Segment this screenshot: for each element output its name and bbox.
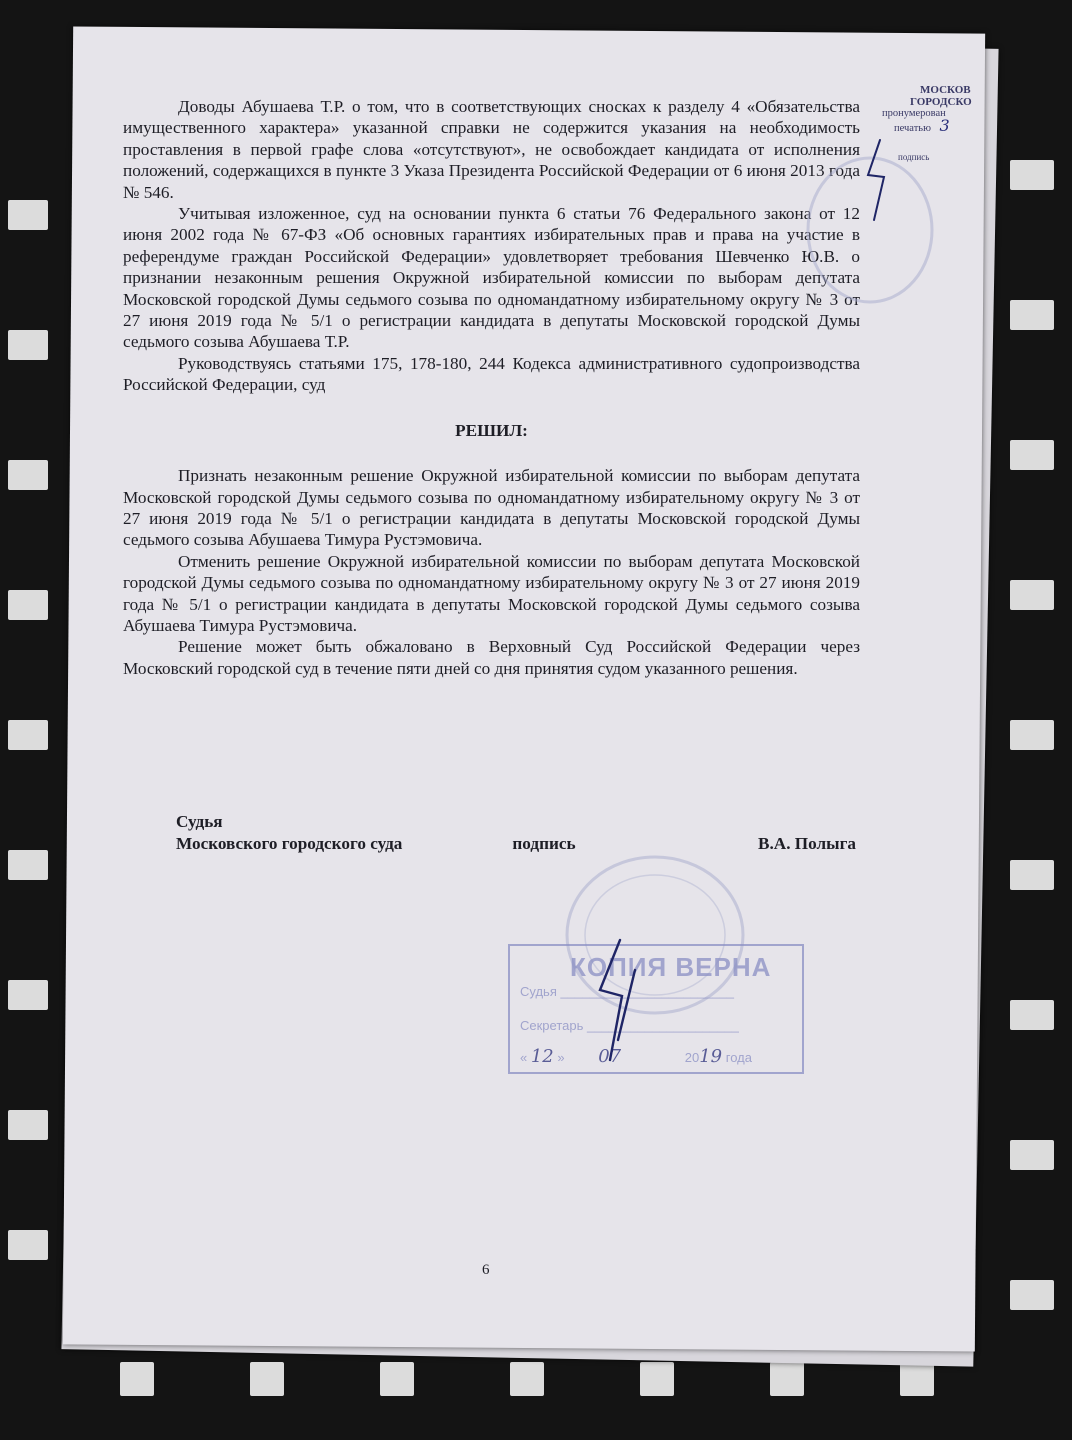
document-body — [123, 96, 860, 679]
decision-paragraph-3: Решение может быть обжаловано в Верховный Суд Российской Федерации через Московский городской суд в течение пяти дней со дня принятия судом указанного решения. — [123, 637, 860, 678]
copy-stamp-title: КОПИЯ ВЕРНА — [570, 952, 772, 982]
corner-stamp-line2: ГОРОДСКО — [910, 96, 972, 108]
signature-judge-name: В.А. Полыга — [758, 834, 856, 853]
copy-stamp-judge-label: Судья — [520, 984, 557, 999]
copy-stamp-year: 19 — [699, 1046, 723, 1067]
signature-title-line1: Судья — [176, 812, 223, 831]
copy-stamp-year-suffix: года — [725, 1050, 752, 1065]
page-number: 6 — [482, 1262, 490, 1278]
handwritten-signature-icon — [580, 930, 660, 1070]
copy-stamp-secretary-label: Секретарь — [520, 1018, 584, 1033]
signature-title-line2: Московского городского суда — [176, 834, 403, 853]
decision-paragraph-2: Отменить решение Окружной избирательной комиссии по выборам депутата Московской городской Думы седьмого созыва по одномандатному избирательному округу № 3 от 27 июня 2019 года № 5/1 о регистрации кандидата в депутаты Московской городской Думы седьмого созыва Абушаева Тимура Рустэмовича. — [123, 551, 860, 635]
corner-stamp-line4: печатью — [894, 123, 931, 134]
decision-heading: РЕШИЛ: — [455, 420, 528, 440]
paragraph-3: Руководствуясь статьями 175, 178-180, 244 Кодекса административного судопроизводства Российской Федерации, суд — [123, 353, 860, 395]
copy-stamp-year-prefix: 20 — [684, 1050, 700, 1065]
copy-stamp: КОПИЯ ВЕРНА Судья ________________________ Секретарь _____________________ « 12 » 07 2019 года — [508, 944, 804, 1074]
decision-paragraph-1: Признать незаконным решение Окружной избирательной комиссии по выборам депутата Московской городской Думы седьмого созыва по одномандатному избирательному округу № 3 от 27 июня 2019 года № 5/1 о регистрации кандидата в депутаты Московской городской Думы седьмого созыва Абушаева Тимура Рустэмовича. — [123, 466, 860, 550]
paragraph-2: Учитывая изложенное, суд на основании пункта 6 статьи 76 Федерального закона от 12 июня 2002 года № 67-ФЗ «Об основных гарантиях избирательных прав и права на участие в референдуме граждан Российской Федерации» удовлетворяет требования Шевченко Ю.В. о признании незаконным решения Окружной избирательной комиссии по выборам депутата Московской городской Думы седьмого созыва по одномандатному избирательному округу № 3 от 27 июня 2019 года № 5/1 о регистрации кандидата в депутаты Московской городской Думы седьмого созыва Абушаева Т.Р. — [123, 204, 860, 352]
copy-stamp-month: 07 — [598, 1046, 622, 1067]
corner-stamp-line5: подпись — [898, 152, 930, 162]
corner-stamp-line1: МОСКОВ — [920, 84, 971, 96]
corner-signature-icon — [850, 135, 900, 225]
signature-signed: подпись — [512, 834, 576, 853]
corner-stamp-line3: пронумерован — [882, 108, 946, 119]
corner-stamp-count: 3 — [939, 116, 950, 135]
copy-stamp-day: 12 — [530, 1046, 554, 1067]
signature-block — [176, 811, 856, 855]
paragraph-1: Доводы Абушаева Т.Р. о том, что в соответствующих сносках к разделу 4 «Обязательства имущественного характера» указанной справки не содержится указания на необходимость проставления в первой графе слова «отсутствуют», не освобождает кандидата от исполнения положений, содержащихся в пункте 3 Указа Президента Российской Федерации от 6 июня 2013 года № 546. — [123, 97, 860, 202]
